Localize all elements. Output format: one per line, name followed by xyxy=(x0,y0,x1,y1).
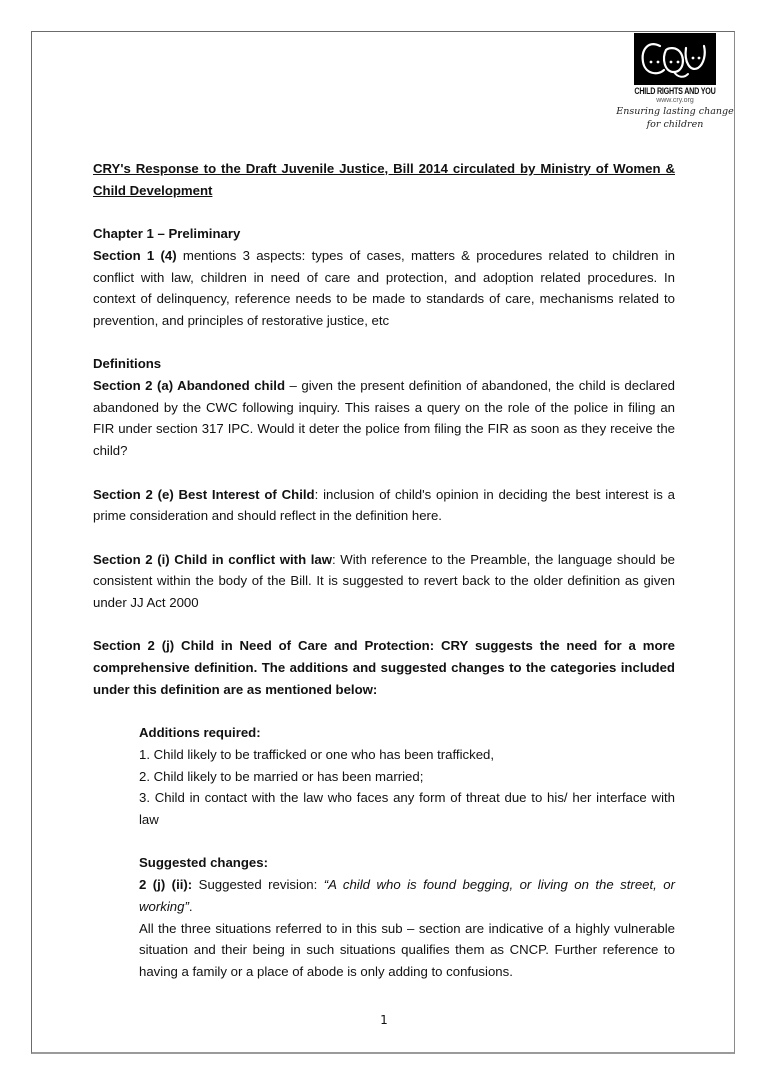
section-2a-label: Section 2 (a) Abandoned child xyxy=(93,378,285,393)
addition-item: 1. Child likely to be trafficked or one who has been trafficked, xyxy=(139,746,495,762)
suggested-change-prefix: Suggested revision: xyxy=(192,877,324,893)
suggested-change-quote: “A child who is found begging, or living on the street, or working” xyxy=(139,877,675,914)
logo-tagline-1: Ensuring lasting change xyxy=(616,106,734,117)
logo-url: www.cry.org xyxy=(656,97,694,104)
section-2a-text: – given the present definition of abandoned, the child is declared abandoned by the CWC following inquiry. This raises a query on the role of the police in filing an FIR under section 317 IPC. Would it deter the police from filing the FIR as soon as they receive the child? xyxy=(93,378,675,459)
section-2j-paragraph: Section 2 (j) Child in Need of Care and Protection: CRY suggests the need for a more comprehensive definition. The additions and suggested changes to the categories included under this definition are as mentioned below: xyxy=(93,638,675,697)
document-title: CRY's Response to the Draft Juvenile Justice, Bill 2014 circulated by Ministry of Women & Child Development xyxy=(93,161,675,198)
section-1-4-label: Section 1 (4) xyxy=(93,247,177,263)
logo-tagline-2: for children xyxy=(646,119,704,130)
suggested-change-item xyxy=(139,874,675,917)
addition-item: 2. Child likely to be married or has been married; xyxy=(139,768,424,784)
chapter-1-heading: Chapter 1 – Preliminary xyxy=(93,226,241,242)
cry-logo-icon xyxy=(638,36,712,82)
section-1-4-text: mentions 3 aspects: types of cases, matters & procedures related to children in conflict with law, children in need of care and protection, and adoption related procedures. In context of delinquency, reference needs to be made to standards of care, mechanisms related to prevention, and principles of restorative justice, etc xyxy=(93,247,675,328)
additions-block xyxy=(139,722,675,982)
section-1-4-paragraph xyxy=(93,245,675,332)
cry-logo xyxy=(612,33,738,141)
section-2i-paragraph xyxy=(93,549,675,614)
suggested-change-explanation: All the three situations referred to in this sub – section are indicative of a highly vulnerable situation and their being in such situations qualifies them as CNCP. Further reference to having a family or a place of abode is only adding to confusions. xyxy=(139,920,675,979)
document-body xyxy=(93,158,675,983)
cry-logo-mark xyxy=(634,33,716,85)
section-2e-paragraph xyxy=(93,484,675,527)
addition-item: 3. Child in contact with the law who faces any form of threat due to his/ her interface with law xyxy=(139,790,675,827)
section-2e-label: Section 2 (e) Best Interest of Child xyxy=(93,486,315,502)
suggested-changes-heading: Suggested changes: xyxy=(139,855,268,871)
additions-heading: Additions required: xyxy=(139,725,261,741)
section-2i-label: Section 2 (i) Child in conflict with law xyxy=(93,551,333,567)
page-number: 1 xyxy=(380,1013,388,1027)
section-2i-text: : With reference to the Preamble, the language should be consistent within the body of the Bill. It is suggested to revert back to the older definition as given under JJ Act 2000 xyxy=(93,551,675,610)
suggested-change-suffix: . xyxy=(188,898,193,914)
definitions-heading: Definitions xyxy=(93,356,162,372)
section-2e-text: : inclusion of child's opinion in deciding the best interest is a prime consideration and should reflect in the definition here. xyxy=(93,486,676,524)
section-2a-paragraph xyxy=(93,375,675,462)
logo-org-name: CHILD RIGHTS AND YOU xyxy=(634,86,716,96)
suggested-change-label: 2 (j) (ii): xyxy=(139,877,193,893)
